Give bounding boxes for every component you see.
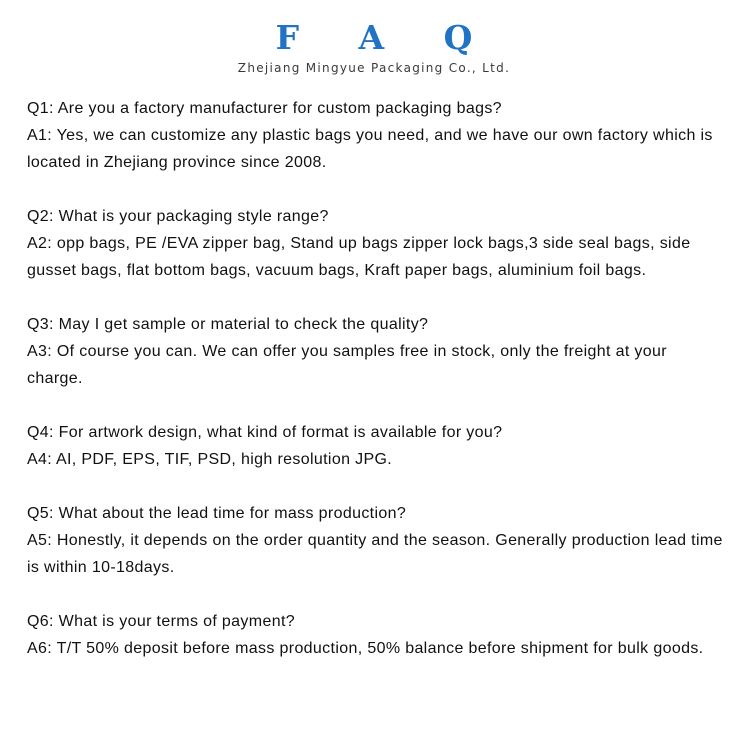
faq-list [27,95,727,689]
faq-item-2 [27,203,727,284]
faq-question-1: Q1: Are you a factory manufacturer for custom packaging bags? [27,100,502,117]
faq-title: F A Q [275,18,497,57]
faq-answer-1: A1: Yes, we can customize any plastic bags you need, and we have our own factory which is located in Zhejiang province since 2008. [27,127,713,171]
faq-question-5: Q5: What about the lead time for mass production? [27,505,407,522]
faq-item-3 [27,311,727,392]
faq-question-4: Q4: For artwork design, what kind of format is available for you? [27,424,503,441]
company-name: Zhejiang Mingyue Packaging Co., Ltd. [237,61,511,75]
faq-question-6: Q6: What is your terms of payment? [27,613,295,630]
faq-item-4 [27,419,727,473]
faq-question-2: Q2: What is your packaging style range? [27,208,329,225]
faq-item-6 [27,608,727,662]
faq-question-3: Q3: May I get sample or material to check the quality? [27,316,429,333]
faq-answer-4: A4: AI, PDF, EPS, TIF, PSD, high resolution JPG. [27,451,393,468]
faq-answer-5: A5: Honestly, it depends on the order quantity and the season. Generally production lead time is within 10-18days. [27,532,723,576]
faq-answer-2: A2: opp bags, PE /EVA zipper bag, Stand up bags zipper lock bags,3 side seal bags, side gusset bags, flat bottom bags, vacuum bags, Kraft paper bags, aluminium foil bags. [27,235,691,279]
faq-answer-3: A3: Of course you can. We can offer you samples free in stock, only the freight at your charge. [27,343,667,387]
faq-item-5 [27,500,727,581]
faq-answer-6: A6: T/T 50% deposit before mass production, 50% balance before shipment for bulk goods. [27,640,704,657]
faq-item-1 [27,95,727,176]
